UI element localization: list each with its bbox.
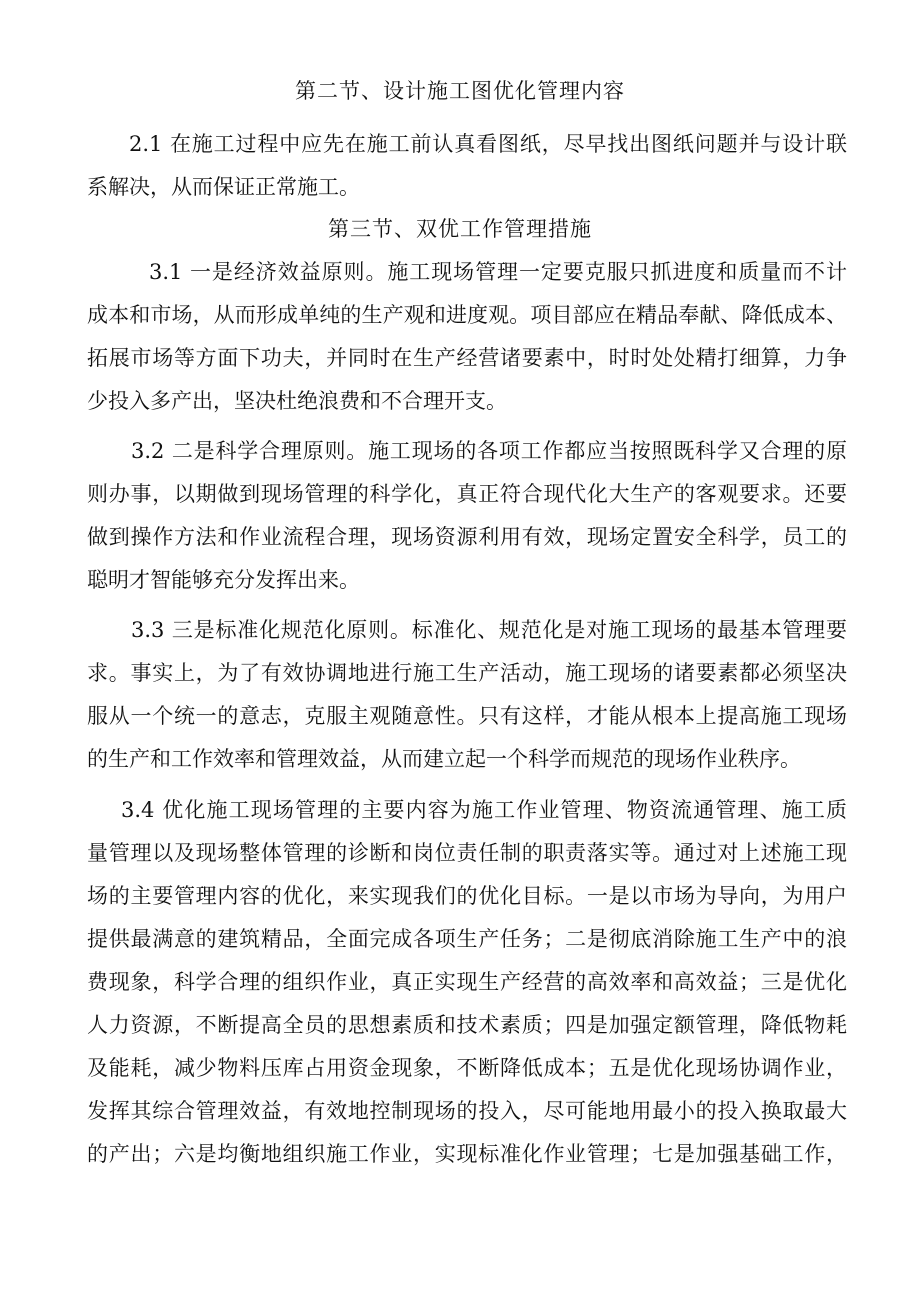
paragraph-line: 提供最满意的建筑精品，全面完成各项生产任务；二是彻底消除施工生产中的浪 xyxy=(87,927,847,951)
paragraph-line: 聪明才智能够充分发挥出来。 xyxy=(87,568,360,592)
paragraph-3-1 xyxy=(87,251,847,423)
paragraph-line: 费现象，科学合理的组织作业，真正实现生产经营的高效率和高效益；三是优化 xyxy=(87,970,847,994)
paragraph-line: 服从一个统一的意志，克服主观随意性。只有这样，才能从根本上提高施工现场 xyxy=(87,704,847,728)
paragraph-line: 人力资源，不断提高全员的思想素质和技术素质；四是加强定额管理，降低物耗 xyxy=(87,1013,847,1037)
section-3-heading: 第三节、双优工作管理措施 xyxy=(328,217,592,241)
paragraph-line: 则办事，以期做到现场管理的科学化，真正符合现代化大生产的客观要求。还要 xyxy=(87,482,847,506)
paragraph-line: 量管理以及现场整体管理的诊断和岗位责任制的职责落实等。通过对上述施工现 xyxy=(87,841,847,865)
paragraph-line: 3.2 二是科学合理原则。施工现场的各项工作都应当按照既科学又合理的原 xyxy=(131,439,847,463)
paragraph-line: 做到操作方法和作业流程合理，现场资源利用有效，现场定置安全科学，员工的 xyxy=(87,525,847,549)
paragraph-line: 拓展市场等方面下功夫，并同时在生产经营诸要素中，时时处处精打细算，力争 xyxy=(87,346,847,370)
paragraph-line: 2.1 在施工过程中应先在施工前认真看图纸，尽早找出图纸问题并与设计联 xyxy=(129,132,847,156)
paragraph-2-1 xyxy=(87,123,847,209)
paragraph-line: 的产出；六是均衡地组织施工作业，实现标准化作业管理；七是加强基础工作， xyxy=(87,1142,847,1166)
paragraph-line: 求。事实上，为了有效协调地进行施工生产活动，施工现场的诸要素都必须坚决 xyxy=(87,661,847,685)
paragraph-line: 场的主要管理内容的优化，来实现我们的优化目标。一是以市场为导向，为用户 xyxy=(87,884,847,908)
section-2-heading: 第二节、设计施工图优化管理内容 xyxy=(295,79,625,103)
paragraph-line: 少投入多产出，坚决杜绝浪费和不合理开支。 xyxy=(87,389,507,413)
paragraph-line: 3.3 三是标准化规范化原则。标准化、规范化是对施工现场的最基本管理要 xyxy=(131,618,847,642)
paragraph-line: 及能耗，减少物料压库占用资金现象，不断降低成本；五是优化现场协调作业， xyxy=(87,1056,847,1080)
paragraph-3-3 xyxy=(87,609,847,781)
paragraph-3-2 xyxy=(87,430,847,602)
paragraph-3-4 xyxy=(87,789,847,1176)
paragraph-line: 的生产和工作效率和管理效益，从而建立起一个科学而规范的现场作业秩序。 xyxy=(87,747,801,771)
paragraph-line: 3.4 优化施工现场管理的主要内容为施工作业管理、物资流通管理、施工质 xyxy=(121,798,847,822)
paragraph-line: 系解决，从而保证正常施工。 xyxy=(87,175,360,199)
paragraph-line: 3.1 一是经济效益原则。施工现场管理一定要克服只抓进度和质量而不计 xyxy=(149,260,847,284)
paragraph-line: 成本和市场，从而形成单纯的生产观和进度观。项目部应在精品奉献、降低成本、 xyxy=(87,303,847,327)
paragraph-line: 发挥其综合管理效益，有效地控制现场的投入，尽可能地用最小的投入换取最大 xyxy=(87,1099,847,1123)
